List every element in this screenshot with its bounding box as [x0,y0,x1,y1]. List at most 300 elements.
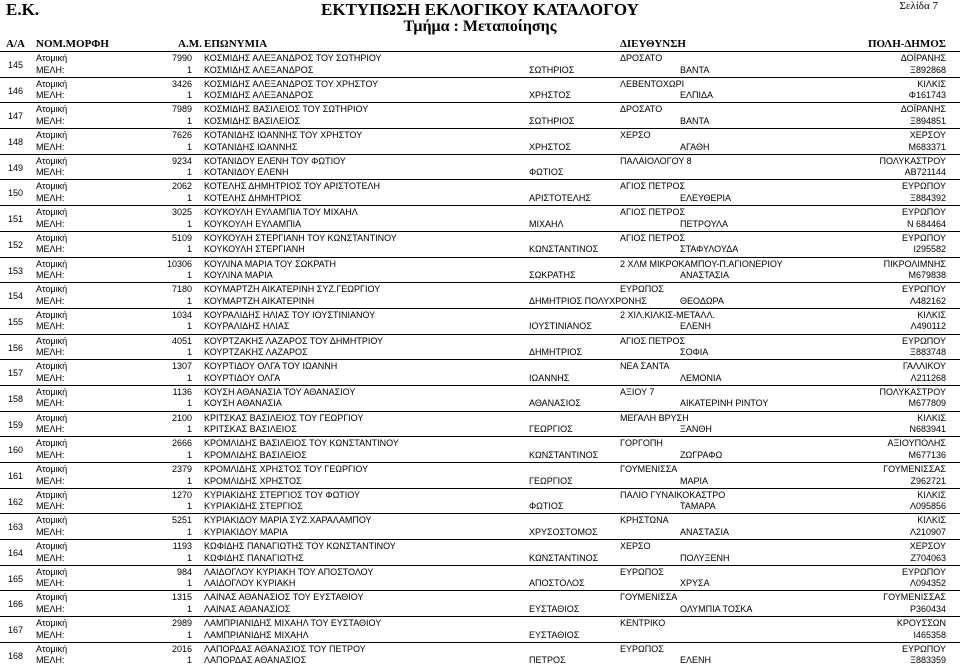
legal-form: Ατομική [36,284,68,295]
column-headers [0,38,960,52]
id-number: Λ210907 [909,526,946,537]
business-name: ΚΡΟΜΛΙΔΗΣ ΒΑΣΙΛΕΙΟΣ ΤΟΥ ΚΩΝΣΤΑΝΤΙΝΟΥ [204,438,399,449]
city-municipality: ΠΟΛΥΚΑΣΤΡΟΥ [879,155,946,166]
org-abbrev: Ε.Κ. [6,0,40,19]
records-list [0,51,960,668]
father-name: ΙΩΑΝΝΗΣ [529,372,570,383]
id-number: Λ490112 [910,321,946,332]
legal-form: Ατομική [36,361,68,372]
table-row [0,308,960,334]
legal-form: Ατομική [36,181,68,192]
legal-form: Ατομική [36,130,68,141]
legal-form: Ατομική [36,104,68,115]
id-number: Ξ883359 [910,655,946,666]
members-label: ΜΕΛΗ: [36,603,65,614]
member-name: ΚΥΡΙΑΚΙΔΟΥ ΜΑΡΙΑ [204,526,288,537]
member-name: ΚΟΥΚΟΥΛΗ ΣΤΕΡΓΙΑΝΗ [204,244,305,255]
mother-name: ΤΑΜΑΡΑ [680,501,716,512]
members-count: 1 [186,192,192,203]
id-number: Λ211268 [910,372,946,383]
city-municipality: ΑΞΙΟΥΠΟΛΗΣ [887,438,946,449]
city-municipality: ΕΥΡΩΠΟΥ [902,181,946,192]
address: ΓΟΥΜΕΝΙΣΣΑ [620,464,678,474]
members-label: ΜΕΛΗ: [36,295,65,306]
members-count: 1 [186,218,192,229]
members-count: 1 [186,347,192,358]
report-title: ΕΚΤΥΠΩΣΗ ΕΚΛΟΓΙΚΟΥ ΚΑΤΑΛΟΓΟΥ [321,0,639,19]
business-name: ΛΑΙΔΟΓΛΟΥ ΚΥΡΙΑΚΗ ΤΟΥ ΑΠΟΣΤΟΛΟΥ [204,566,374,577]
member-code: 1307 [171,361,192,372]
mother-name: ΣΟΦΙΑ [680,347,709,358]
city-municipality: ΓΟΥΜΕΝΙΣΣΑΣ [883,592,946,603]
business-name: ΚΟΥΡΤΖΑΚΗΣ ΛΑΖΑΡΟΣ ΤΟΥ ΔΗΜΗΤΡΙΟΥ [204,335,384,346]
legal-form: Ατομική [36,232,68,243]
business-name: ΚΡΙΤΣΚΑΣ ΒΑΣΙΛΕΙΟΣ ΤΟΥ ΓΕΩΡΓΙΟΥ [204,412,364,423]
father-name: ΜΙΧΑΗΛ [529,218,564,229]
member-name: ΛΑΜΠΡΙΑΝΙΔΗΣ ΜΙΧΑΗΛ [204,629,309,640]
mother-name: ΞΑΝΘΗ [680,424,712,435]
members-label: ΜΕΛΗ: [36,141,65,152]
father-name: ΑΡΙΣΤΟΤΕΛΗΣ [529,192,591,203]
id-number: Μ677136 [908,449,946,460]
legal-form: Ατομική [36,566,68,577]
record-number: 162 [8,496,24,507]
mother-name: ΑΓΑΘΗ [680,141,710,152]
mother-name: ΑΝΑΣΤΑΣΙΑ [680,526,729,537]
col-legal-form: ΝΟΜ.ΜΟΡΦΗ [36,38,109,50]
legal-form: Ατομική [36,412,68,423]
members-label: ΜΕΛΗ: [36,192,65,203]
business-name: ΛΑΜΠΡΙΑΝΙΔΗΣ ΜΙΧΑΗΛ ΤΟΥ ΕΥΣΤΑΘΙΟΥ [204,618,382,629]
record-number: 147 [8,111,24,122]
members-label: ΜΕΛΗ: [36,398,65,409]
member-code: 1315 [171,592,192,603]
city-municipality: ΧΕΡΣΟΥ [909,130,946,141]
legal-form: Ατομική [36,53,68,63]
table-row [0,488,960,514]
mother-name: ΕΛΕΥΘΕΡΙΑ [680,192,732,203]
record-number: 168 [8,650,24,661]
mother-name: ΜΑΡΙΑ [680,475,709,486]
address: ΑΞΙΟΥ 7 [620,386,655,397]
city-municipality: ΕΥΡΩΠΟΥ [902,643,946,654]
col-address: ΔΙΕΥΘΥΝΣΗ [620,38,686,50]
member-code: 2989 [171,618,192,629]
father-name: ΚΩΝΣΤΑΝΤΙΝΟΣ [529,244,599,255]
mother-name: ΟΛΥΜΠΙΑ ΤΟΣΚΑ [680,603,753,614]
record-number: 166 [8,599,24,610]
address: ΛΕΒΕΝΤΟΧΩΡΙ [620,78,685,89]
member-code: 2062 [171,181,192,192]
member-code: 5109 [171,232,192,243]
city-municipality: ΚΙΛΚΙΣ [917,489,946,500]
record-number: 164 [8,548,24,559]
business-name: ΚΟΥΚΟΥΛΗ ΕΥΛΑΜΠΙΑ ΤΟΥ ΜΙΧΑΗΛ [204,207,358,218]
business-name: ΚΟΤΕΛΗΣ ΔΗΜΗΤΡΙΟΣ ΤΟΥ ΑΡΙΣΤΟΤΕΛΗ [204,181,381,192]
members-label: ΜΕΛΗ: [36,526,65,537]
address: ΑΓΙΟΣ ΠΕΤΡΟΣ [620,181,686,192]
table-row [0,436,960,462]
table-row [0,231,960,257]
member-code: 7990 [171,53,192,63]
id-number: Ι465358 [913,629,946,640]
legal-form: Ατομική [36,618,68,629]
table-row [0,128,960,154]
legal-form: Ατομική [36,386,68,397]
table-row [0,257,960,283]
id-number: Ξ894851 [910,115,946,126]
address: ΑΓΙΟΣ ΠΕΤΡΟΣ [620,232,686,243]
mother-name: ΒΑΝΤΑ [680,115,710,126]
members-label: ΜΕΛΗ: [36,321,65,332]
member-code: 2016 [171,643,192,654]
city-municipality: ΓΟΥΜΕΝΙΣΣΑΣ [883,464,946,474]
members-count: 1 [186,449,192,460]
city-municipality: ΚΙΛΚΙΣ [917,309,946,320]
business-name: ΚΥΡΙΑΚΙΔΗΣ ΣΤΕΡΓΙΟΣ ΤΟΥ ΦΩΤΙΟΥ [204,489,361,500]
member-name: ΚΟΥΡΤΙΔΟΥ ΟΛΓΑ [204,372,281,383]
father-name: ΓΕΩΡΓΙΟΣ [529,424,573,435]
business-name: ΚΟΥΣΗ ΑΘΑΝΑΣΙΑ ΤΟΥ ΑΘΑΝΑΣΙΟΥ [204,386,356,397]
id-number: ΑΒ721144 [904,167,946,178]
father-name: ΕΥΣΤΑΘΙΟΣ [529,629,580,640]
id-number: Ζ962721 [910,475,946,486]
table-row [0,590,960,616]
member-name: ΚΡΟΜΛΙΔΗΣ ΒΑΣΙΛΕΙΟΣ [204,449,307,460]
table-row [0,462,960,488]
table-row [0,565,960,591]
business-name: ΚΟΣΜΙΔΗΣ ΑΛΕΞΑΝΔΡΟΣ ΤΟΥ ΧΡΗΣΤΟΥ [204,78,379,89]
business-name: ΚΟΥΛΙΝΑ ΜΑΡΙΑ ΤΟΥ ΣΩΚΡΑΤΗ [204,258,336,269]
address: ΠΑΛΑΙΟΛΟΓΟΥ 8 [620,155,692,166]
members-count: 1 [186,629,192,640]
members-count: 1 [186,167,192,178]
address: ΕΥΡΩΠΟΣ [620,566,664,577]
record-number: 156 [8,342,24,353]
id-number: Φ161743 [908,90,946,101]
business-name: ΚΟΤΑΝΙΔΗΣ ΙΩΑΝΝΗΣ ΤΟΥ ΧΡΗΣΤΟΥ [204,130,363,141]
member-name: ΚΟΥΜΑΡΤΖΗ ΑΙΚΑΤΕΡΙΝΗ [204,295,315,306]
mother-name: ΠΟΛΥΞΕΝΗ [680,552,730,563]
table-row [0,385,960,411]
table-row [0,539,960,565]
member-name: ΚΩΦΙΔΗΣ ΠΑΝΑΓΙΩΤΗΣ [204,552,304,563]
business-name: ΚΟΥΡΑΛΙΔΗΣ ΗΛΙΑΣ ΤΟΥ ΙΟΥΣΤΙΝΙΑΝΟΥ [204,309,376,320]
col-am: Α.Μ. [178,38,202,50]
member-code: 9234 [171,155,192,166]
record-number: 154 [8,291,24,302]
member-name: ΚΟΣΜΙΔΗΣ ΑΛΕΞΑΝΔΡΟΣ [204,64,314,75]
business-name: ΚΟΤΑΝΙΔΟΥ ΕΛΕΝΗ ΤΟΥ ΦΩΤΙΟΥ [204,155,346,166]
member-code: 1034 [171,309,192,320]
member-name: ΚΟΤΑΝΙΔΗΣ ΙΩΑΝΝΗΣ [204,141,298,152]
member-name: ΚΟΥΚΟΥΛΗ ΕΥΛΑΜΠΙΑ [204,218,302,229]
members-count: 1 [186,552,192,563]
member-code: 3025 [171,207,192,218]
business-name: ΚΥΡΙΑΚΙΔΟΥ ΜΑΡΙΑ ΣΥΖ.ΧΑΡΑΛΑΜΠΟΥ [204,515,372,526]
member-name: ΛΑΙΔΟΓΛΟΥ ΚΥΡΙΑΚΗ [204,578,296,589]
address: ΧΕΡΣΟ [620,541,651,552]
record-number: 163 [8,522,24,533]
address: ΔΡΟΣΑΤΟ [620,53,663,63]
father-name: ΧΡΗΣΤΟΣ [529,90,571,101]
table-row [0,179,960,205]
id-number: Ζ704063 [910,552,946,563]
table-row [0,77,960,103]
members-label: ΜΕΛΗ: [36,655,65,666]
members-count: 1 [186,90,192,101]
mother-name: ΛΕΜΟΝΙΑ [680,372,722,383]
address: 2 ΧΙΛ.ΚΙΛΚΙΣ-ΜΕΤΑΛΛ. [620,309,715,320]
address: ΕΥΡΩΠΟΣ [620,284,664,295]
address: ΔΡΟΣΑΤΟ [620,104,663,115]
id-number: Ξ892868 [910,64,946,75]
id-number: Μ679838 [908,270,946,280]
legal-form: Ατομική [36,464,68,474]
members-count: 1 [186,424,192,435]
father-name: ΧΡΥΣΟΣΤΟΜΟΣ [529,526,598,537]
city-municipality: ΚΙΛΚΙΣ [917,78,946,89]
table-row [0,154,960,180]
member-code: 5251 [171,515,192,526]
father-name: ΔΗΜΗΤΡΙΟΣ [529,347,583,358]
members-label: ΜΕΛΗ: [36,218,65,229]
city-municipality: ΚΙΛΚΙΣ [917,515,946,526]
id-number: Ξ883748 [910,347,946,358]
record-number: 148 [8,137,24,148]
address: ΑΓΙΟΣ ΠΕΤΡΟΣ [620,207,686,218]
father-name: ΣΩΤΗΡΙΟΣ [529,115,575,126]
member-name: ΛΑΙΝΑΣ ΑΘΑΝΑΣΙΟΣ [204,603,291,614]
members-count: 1 [186,64,192,75]
business-name: ΚΟΥΚΟΥΛΗ ΣΤΕΡΓΙΑΝΗ ΤΟΥ ΚΩΝΣΤΑΝΤΙΝΟΥ [204,232,397,243]
city-municipality: ΔΟΪΡΑΝΗΣ [900,104,946,115]
members-count: 1 [186,115,192,126]
city-municipality: ΕΥΡΩΠΟΥ [902,284,946,295]
members-label: ΜΕΛΗ: [36,167,65,178]
mother-name: ΘΕΟΔΩΡΑ [680,295,724,306]
members-count: 1 [186,295,192,306]
address: ΚΕΝΤΡΙΚΟ [620,618,666,629]
member-name: ΚΟΤΕΛΗΣ ΔΗΜΗΤΡΙΟΣ [204,192,302,203]
father-name: ΕΥΣΤΑΘΙΟΣ [529,603,580,614]
members-label: ΜΕΛΗ: [36,115,65,126]
father-name: ΣΩΚΡΑΤΗΣ [529,270,576,280]
legal-form: Ατομική [36,309,68,320]
father-name: ΑΠΟΣΤΟΛΟΣ [529,578,585,589]
city-municipality: ΕΥΡΩΠΟΥ [902,335,946,346]
address: ΠΑΛΙΟ ΓΥΝΑΙΚΟΚΑΣΤΡΟ [620,489,726,500]
table-row [0,102,960,128]
legal-form: Ατομική [36,541,68,552]
members-label: ΜΕΛΗ: [36,64,65,75]
members-label: ΜΕΛΗ: [36,501,65,512]
member-code: 7989 [171,104,192,115]
member-code: 3426 [171,78,192,89]
id-number: Μ683371 [908,141,946,152]
mother-name: ΒΑΝΤΑ [680,64,710,75]
col-city: ΠΟΛΗ-ΔΗΜΟΣ [868,38,946,50]
id-number: Ν683941 [909,424,946,435]
mother-name: ΕΛΠΙΔΑ [680,90,714,101]
mother-name: ΑΙΚΑΤΕΡΙΝΗ ΡΙΝΤΟΥ [680,398,769,409]
record-number: 146 [8,85,24,96]
member-code: 2666 [171,438,192,449]
members-count: 1 [186,372,192,383]
members-label: ΜΕΛΗ: [36,578,65,589]
table-row [0,205,960,231]
member-name: ΚΟΥΛΙΝΑ ΜΑΡΙΑ [204,270,273,280]
business-name: ΚΟΣΜΙΔΗΣ ΑΛΕΞΑΝΔΡΟΣ ΤΟΥ ΣΩΤΗΡΙΟΥ [204,53,382,63]
members-count: 1 [186,578,192,589]
address: ΝΕΑ ΣΑΝΤΑ [620,361,670,372]
mother-name: ΣΤΑΦΥΛΟΥΔΑ [680,244,739,255]
legal-form: Ατομική [36,643,68,654]
id-number: Λ482162 [909,295,946,306]
father-name: ΙΟΥΣΤΙΝΙΑΝΟΣ [529,321,592,332]
member-name: ΚΟΣΜΙΔΗΣ ΒΑΣΙΛΕΙΟΣ [204,115,301,126]
members-count: 1 [186,321,192,332]
address: ΓΟΡΓΟΠΗ [620,438,663,449]
members-count: 1 [186,141,192,152]
member-code: 984 [176,566,192,577]
record-number: 149 [8,162,24,173]
col-aa: Α/Α [6,38,25,50]
member-name: ΚΟΥΡΑΛΙΔΗΣ ΗΛΙΑΣ [204,321,290,332]
member-code: 1193 [172,541,192,552]
city-municipality: ΕΥΡΩΠΟΥ [902,207,946,218]
legal-form: Ατομική [36,207,68,218]
member-code: 10306 [166,258,192,269]
member-name: ΚΟΥΡΤΖΑΚΗΣ ΛΑΖΑΡΟΣ [204,347,308,358]
father-name: ΦΩΤΙΟΣ [529,167,564,178]
father-name: ΣΩΤΗΡΙΟΣ [529,64,575,75]
legal-form: Ατομική [36,592,68,603]
record-number: 145 [8,60,24,70]
city-municipality: ΚΡΟΥΣΣΩΝ [896,618,946,629]
table-row [0,334,960,360]
members-label: ΜΕΛΗ: [36,90,65,101]
table-row [0,359,960,385]
members-count: 1 [186,475,192,486]
address: ΚΡΗΣΤΩΝΑ [620,515,669,526]
members-label: ΜΕΛΗ: [36,449,65,460]
legal-form: Ατομική [36,489,68,500]
member-code: 4051 [171,335,192,346]
city-municipality: ΚΙΛΚΙΣ [917,412,946,423]
mother-name: ΖΩΓΡΑΦΩ [680,449,723,460]
record-number: 158 [8,393,24,404]
city-municipality: ΕΥΡΩΠΟΥ [902,566,946,577]
id-number: Λ095856 [909,501,946,512]
legal-form: Ατομική [36,258,68,269]
record-number: 167 [8,625,24,636]
father-name: ΚΩΝΣΤΑΝΤΙΝΟΣ [529,449,599,460]
record-number: 153 [8,265,24,276]
city-municipality: ΧΕΡΣΟΥ [909,541,946,552]
address: ΜΕΓΑΛΗ ΒΡΥΣΗ [620,412,689,423]
legal-form: Ατομική [36,155,68,166]
table-row [0,51,960,77]
member-code: 1136 [172,386,192,397]
member-name: ΚΥΡΙΑΚΙΔΗΣ ΣΤΕΡΓΙΟΣ [204,501,303,512]
business-name: ΚΟΥΜΑΡΤΖΗ ΑΙΚΑΤΕΡΙΝΗ ΣΥΖ.ΓΕΩΡΓΙΟΥ [204,284,381,295]
record-number: 151 [8,214,24,225]
members-label: ΜΕΛΗ: [36,372,65,383]
legal-form: Ατομική [36,335,68,346]
members-label: ΜΕΛΗ: [36,629,65,640]
id-number: Ι295582 [913,244,946,255]
members-count: 1 [186,244,192,255]
table-row [0,282,960,308]
table-row [0,642,960,668]
members-count: 1 [186,526,192,537]
business-name: ΛΑΙΝΑΣ ΑΘΑΝΑΣΙΟΣ ΤΟΥ ΕΥΣΤΑΘΙΟΥ [204,592,364,603]
member-code: 2379 [171,464,192,474]
city-municipality: ΓΑΛΛΙΚΟΥ [902,361,946,372]
report-subtitle: Τμήμα : Μεταποίησης [403,18,557,35]
business-name: ΚΟΥΡΤΙΔΟΥ ΟΛΓΑ ΤΟΥ ΙΩΑΝΝΗ [204,361,338,372]
address: ΧΕΡΣΟ [620,130,651,141]
table-row [0,616,960,642]
record-number: 152 [8,239,24,250]
mother-name: ΧΡΥΣΑ [680,578,710,589]
member-code: 7626 [171,130,192,141]
members-count: 1 [186,270,192,280]
members-label: ΜΕΛΗ: [36,244,65,255]
father-name: ΑΘΑΝΑΣΙΟΣ [529,398,581,409]
business-name: ΚΩΦΙΔΗΣ ΠΑΝΑΓΙΩΤΗΣ ΤΟΥ ΚΩΝΣΤΑΝΤΙΝΟΥ [204,541,396,552]
members-label: ΜΕΛΗ: [36,347,65,358]
city-municipality: ΠΙΚΡΟΛΙΜΝΗΣ [883,258,946,269]
record-number: 155 [8,316,24,327]
member-name: ΚΡΟΜΛΙΔΗΣ ΧΡΗΣΤΟΣ [204,475,302,486]
member-code: 2100 [171,412,192,423]
record-number: 150 [8,188,24,199]
legal-form: Ατομική [36,515,68,526]
address: 2 ΧΛΜ ΜΙΚΡΟΚΑΜΠΟΥ-Π.ΑΓΙΟΝΕΡΙΟΥ [620,258,783,269]
id-number: Ξ884392 [910,192,946,203]
member-code: 1270 [171,489,192,500]
mother-name: ΠΕΤΡΟΥΛΑ [680,218,729,229]
record-number: 160 [8,445,24,456]
id-number: Ν 684464 [906,218,946,229]
record-number: 165 [8,573,24,584]
legal-form: Ατομική [36,438,68,449]
legal-form: Ατομική [36,78,68,89]
col-name: ΕΠΩΝΥΜΙΑ [204,38,268,50]
members-count: 1 [186,398,192,409]
members-label: ΜΕΛΗ: [36,475,65,486]
member-name: ΚΟΤΑΝΙΔΟΥ ΕΛΕΝΗ [204,167,289,178]
business-name: ΚΡΟΜΛΙΔΗΣ ΧΡΗΣΤΟΣ ΤΟΥ ΓΕΩΡΓΙΟΥ [204,464,369,474]
record-number: 157 [8,368,24,379]
id-number: Μ677809 [908,398,946,409]
business-name: ΛΑΠΟΡΔΑΣ ΑΘΑΝΑΣΙΟΣ ΤΟΥ ΠΕΤΡΟΥ [204,643,366,654]
member-name: ΚΟΥΣΗ ΑΘΑΝΑΣΙΑ [204,398,282,409]
mother-name: ΑΝΑΣΤΑΣΙΑ [680,270,729,280]
business-name: ΚΟΣΜΙΔΗΣ ΒΑΣΙΛΕΙΟΣ ΤΟΥ ΣΩΤΗΡΙΟΥ [204,104,369,115]
table-row [0,513,960,539]
father-name: ΔΗΜΗΤΡΙΟΣ ΠΟΛΥΧΡΟΝΗΣ [529,295,647,306]
member-name: ΚΟΣΜΙΔΗΣ ΑΛΕΞΑΝΔΡΟΣ [204,90,314,101]
members-count: 1 [186,603,192,614]
father-name: ΓΕΩΡΓΙΟΣ [529,475,573,486]
city-municipality: ΕΥΡΩΠΟΥ [902,232,946,243]
mother-name: ΕΛΕΝΗ [680,655,712,666]
father-name: ΠΕΤΡΟΣ [529,655,566,666]
record-number: 161 [8,471,24,481]
